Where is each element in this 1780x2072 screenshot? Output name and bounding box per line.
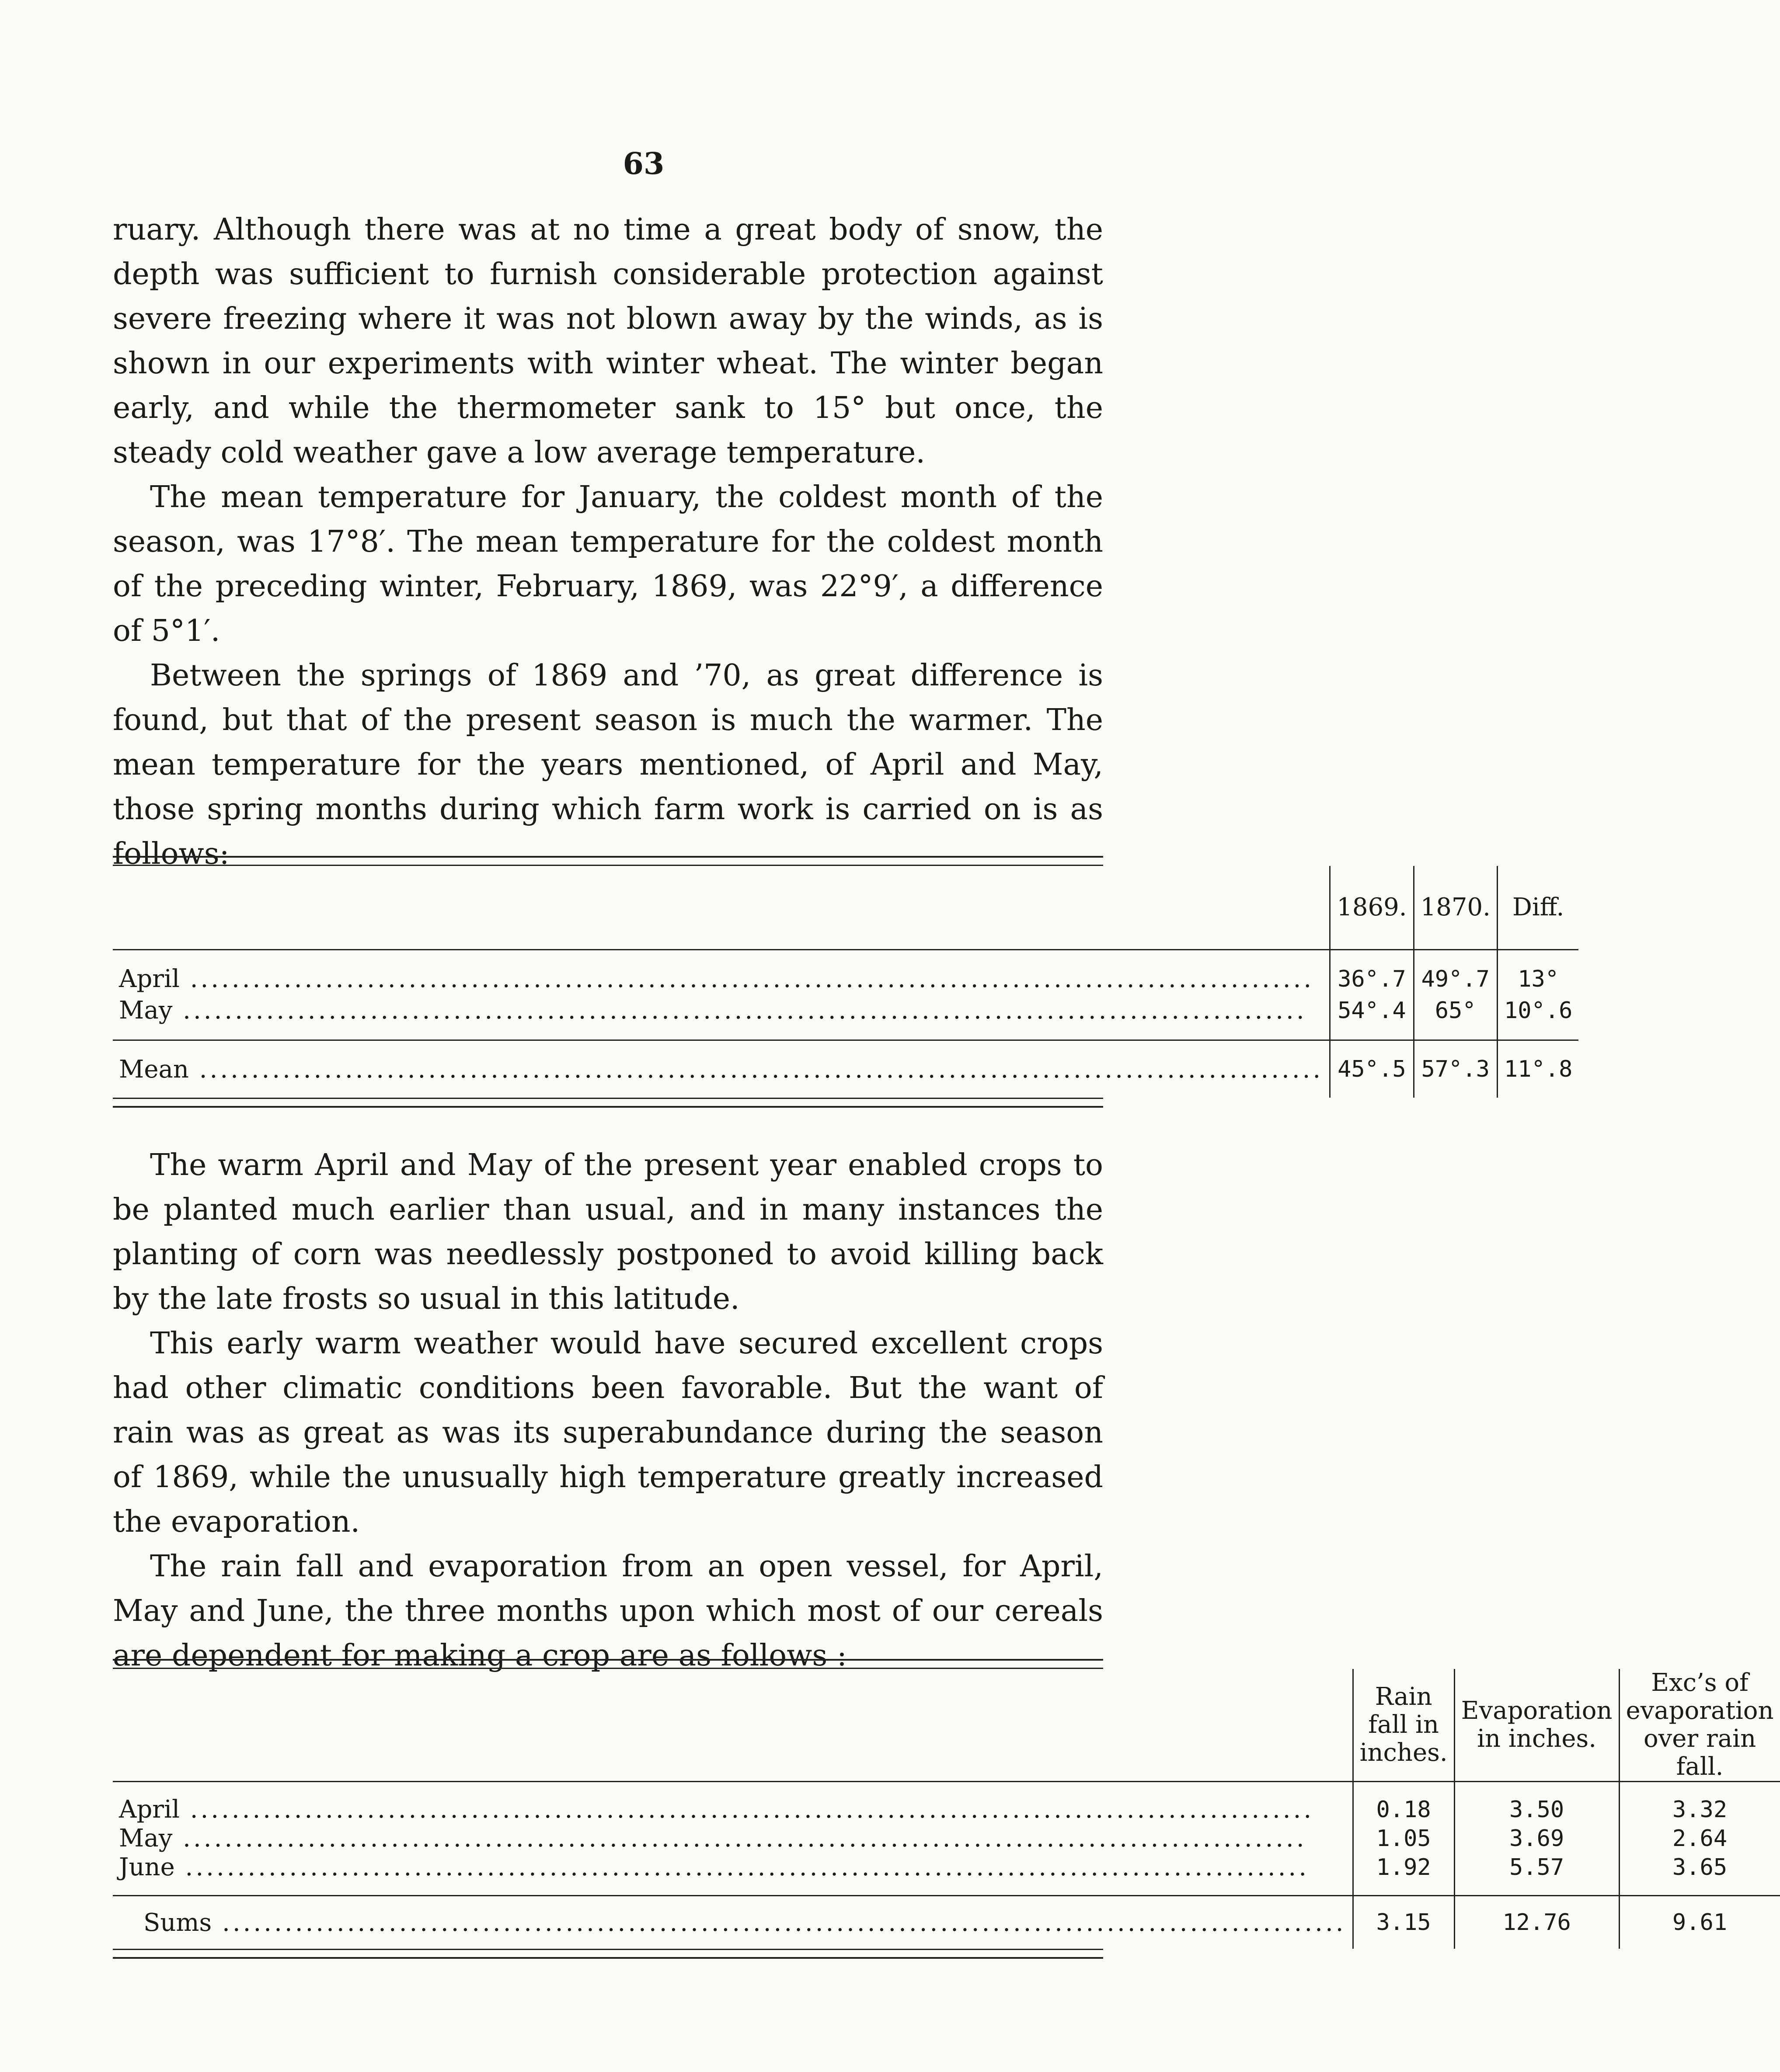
table-row xyxy=(113,1824,1780,1853)
cell-excess: 3.32 xyxy=(1619,1795,1780,1824)
cell-1870: 57°.3 xyxy=(1414,1040,1497,1098)
header-evaporation: Evaporation in inches. xyxy=(1454,1669,1619,1782)
paragraph: This early warm weather would have secured excellent crops had other climatic conditions been favorable. But the want of rain was as great as was its superabundance during the season of 1869, while the unusually high temperature greatly increased the evaporation. xyxy=(113,1326,1103,1539)
row-label: April xyxy=(119,1795,180,1824)
header-1869: 1869. xyxy=(1330,866,1414,950)
header-rain: Rain fall in inches. xyxy=(1353,1669,1454,1782)
cell-rain: 1.92 xyxy=(1353,1853,1454,1882)
cell-evaporation: 12.76 xyxy=(1454,1896,1619,1949)
paragraph: The rain fall and evaporation from an open vessel, for April, May and June, the three months upon which most of our cereals are dependent for making a crop are as follows : xyxy=(113,1549,1103,1673)
cell-evaporation: 5.57 xyxy=(1454,1853,1619,1882)
row-label: May xyxy=(119,996,173,1025)
header-1870: 1870. xyxy=(1414,866,1497,950)
cell-1870: 65° xyxy=(1414,995,1497,1026)
paragraph: Between the springs of 1869 and ’70, as great difference is found, but that of the present season is much the warmer. The mean temperature for the years mentioned, of April and May, those spring months during which farm work is carried on is as follows: xyxy=(113,658,1103,871)
row-label: May xyxy=(119,1824,173,1853)
text-block-top xyxy=(113,208,1103,876)
table-row xyxy=(113,963,1578,995)
row-label: Sums xyxy=(143,1908,212,1937)
paragraph: ruary. Although there was at no time a great body of snow, the depth was sufficient to furnish considerable protection against severe freezing where it was not blown away by the winds, as is shown in our experiments with winter wheat. The winter began early, and while the thermometer sank to 15° but once, the steady cold weather gave a low average temperature. xyxy=(113,212,1103,470)
text-block-middle xyxy=(113,1143,1103,1678)
table-row xyxy=(113,1853,1780,1882)
row-label: Mean xyxy=(119,1055,189,1084)
header-blank xyxy=(113,866,1330,950)
cell-excess: 2.64 xyxy=(1619,1824,1780,1853)
table-row-sums xyxy=(113,1896,1780,1949)
table-top-rule xyxy=(113,856,1103,866)
cell-rain: 3.15 xyxy=(1353,1896,1454,1949)
table-top-rule xyxy=(113,1659,1103,1669)
cell-diff: 11°.8 xyxy=(1497,1040,1578,1098)
cell-excess: 3.65 xyxy=(1619,1853,1780,1882)
header-excess: Exc’s of evaporation over rain fall. xyxy=(1619,1669,1780,1782)
cell-rain: 1.05 xyxy=(1353,1824,1454,1853)
cell-rain: 0.18 xyxy=(1353,1795,1454,1824)
cell-evaporation: 3.50 xyxy=(1454,1795,1619,1824)
cell-diff: 10°.6 xyxy=(1497,995,1578,1026)
cell-1869: 45°.5 xyxy=(1330,1040,1414,1098)
header-blank xyxy=(113,1669,1353,1782)
row-label: April xyxy=(119,965,180,993)
cell-diff: 13° xyxy=(1497,963,1578,995)
paragraph: The warm April and May of the present year enabled crops to be planted much earlier than usual, and in many instances the planting of corn was needlessly postponed to avoid killing back by the late frosts so usual in this latitude. xyxy=(113,1148,1103,1316)
table-row xyxy=(113,995,1578,1026)
temperature-table xyxy=(113,856,1573,1108)
cell-1869: 54°.4 xyxy=(1330,995,1414,1026)
cell-1870: 49°.7 xyxy=(1414,963,1497,995)
row-label: June xyxy=(119,1853,175,1881)
cell-evaporation: 3.69 xyxy=(1454,1824,1619,1853)
rainfall-table xyxy=(113,1659,1774,1959)
page-number: 63 xyxy=(623,146,665,181)
table-row xyxy=(113,1795,1780,1824)
table-bottom-rule xyxy=(113,1949,1103,1959)
table-row-mean xyxy=(113,1040,1578,1098)
header-diff: Diff. xyxy=(1497,866,1578,950)
table-bottom-rule xyxy=(113,1098,1103,1108)
paragraph: The mean temperature for January, the coldest month of the season, was 17°8′. The mean temperature for the coldest month of the preceding winter, February, 1869, was 22°9′, a difference of 5°1′. xyxy=(113,480,1103,648)
cell-1869: 36°.7 xyxy=(1330,963,1414,995)
cell-excess: 9.61 xyxy=(1619,1896,1780,1949)
